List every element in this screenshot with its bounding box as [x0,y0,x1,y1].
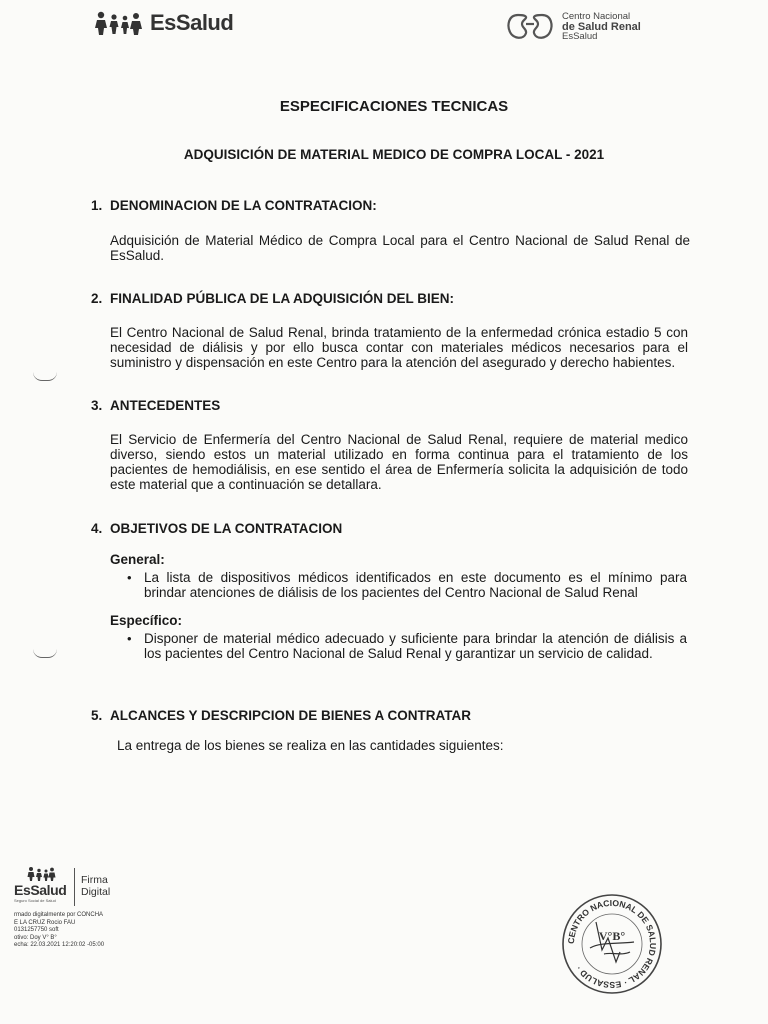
section-number: 4. [91,521,103,536]
section-title: ALCANCES Y DESCRIPCION DE BIENES A CONTRATAR [110,708,472,723]
signature-meta-line: rmado digitalmente por CONCHA [14,912,104,918]
signature-meta-line: echa: 22.03.2021 12:20:02 -05:00 [14,942,105,948]
section-1-body: Adquisición de Material Médico de Compra Local para el Centro Nacional de Salud Renal de EsSalud. [110,233,690,263]
vb-stamp [560,892,664,996]
bullet-icon: • [127,570,132,585]
logo-left-text: EsSalud [150,10,234,35]
document-subtitle: ADQUISICIÓN DE MATERIAL MEDICO DE COMPRA LOCAL - 2021 [183,147,605,162]
section-2-body: El Centro Nacional de Salud Renal, brinda tratamiento de la enfermedad crónica estadio 5 con necesidad de diálisis y por ello busca contar con materiales médicos necesarios para el suministro y dispensación en este Centro para la atención del asegurado y derecho habientes. [110,325,688,370]
signature-metadata [14,912,110,950]
essalud-logo [92,10,233,36]
firma-label-2: Digital [81,886,111,898]
section-4-heading [91,521,342,536]
section-5-heading [91,708,471,723]
section-number: 3. [91,398,103,413]
general-bullet-item [127,570,687,600]
firma-label-1: Firma [81,874,108,886]
signature-meta-line: 0131257750 soft [14,927,59,933]
section-title: DENOMINACION DE LA CONTRATACION: [110,198,377,213]
logo-right-line-2: de Salud Renal [562,21,641,33]
stamp-center-text: V°B° [598,929,626,943]
section-number: 1. [91,198,103,213]
margin-mark [33,372,57,381]
divider [74,868,75,906]
section-title: FINALIDAD PÚBLICA DE LA ADQUISICIÓN DEL BIEN: [110,291,454,306]
firma-logo-text: EsSalud [14,882,67,898]
section-number: 5. [91,708,103,723]
section-3-heading [91,398,220,413]
family-figures-icon [26,866,56,882]
logo-right-line-3: EsSalud [562,31,598,42]
especifico-bullet-item [127,631,687,661]
firma-logo-small: Seguro Social de Salud [14,898,56,903]
digital-signature-block [14,866,110,950]
especifico-label: Específico: [110,613,183,628]
signature-meta-line: E LA CRUZ Rocio FAU [14,919,76,926]
signature-meta-line: otivo: Doy V° B° [14,934,57,941]
stamp-ring-text: CENTRO NACIONAL DE SALUD RENAL · ESSALUD · [565,897,659,991]
essalud-small-logo [14,866,68,903]
section-title: OBJETIVOS DE LA CONTRATACION [110,521,343,536]
margin-mark [33,649,57,658]
section-3-body: El Servicio de Enfermería del Centro Nacional de Salud Renal, requiere de material medico diverso, siendo estos un material utilizado en forma continua para el tratamiento de los pacientes de hemodiálisis, en ese sentido el área de Enfermería solicita la adquisición de todo este material que a continuación se detallara. [110,432,688,492]
cnsr-logo [504,12,641,42]
section-number: 2. [91,291,103,306]
general-label: General: [110,552,165,567]
general-text: La lista de dispositivos médicos identificados en este documento es el mínimo para brindar atenciones de diálisis de los pacientes del Centro Nacional de Salud Renal [144,570,687,600]
logo-right-line-1: Centro Nacional [562,11,631,22]
section-1-heading [91,198,377,213]
document-title: ESPECIFICACIONES TECNICAS [279,98,509,115]
section-5-body: La entrega de los bienes se realiza en las cantidades siguientes: [117,738,504,753]
family-figures-icon [92,10,148,36]
kidney-logo-icon [504,12,556,42]
bullet-icon: • [127,631,132,646]
especifico-text: Disponer de material médico adecuado y suficiente para brindar la atención de diálisis a los pacientes del Centro Nacional de Salud Renal y garantizar un servicio de calidad. [144,631,687,661]
section-2-heading [91,291,454,306]
section-title: ANTECEDENTES [110,398,221,413]
